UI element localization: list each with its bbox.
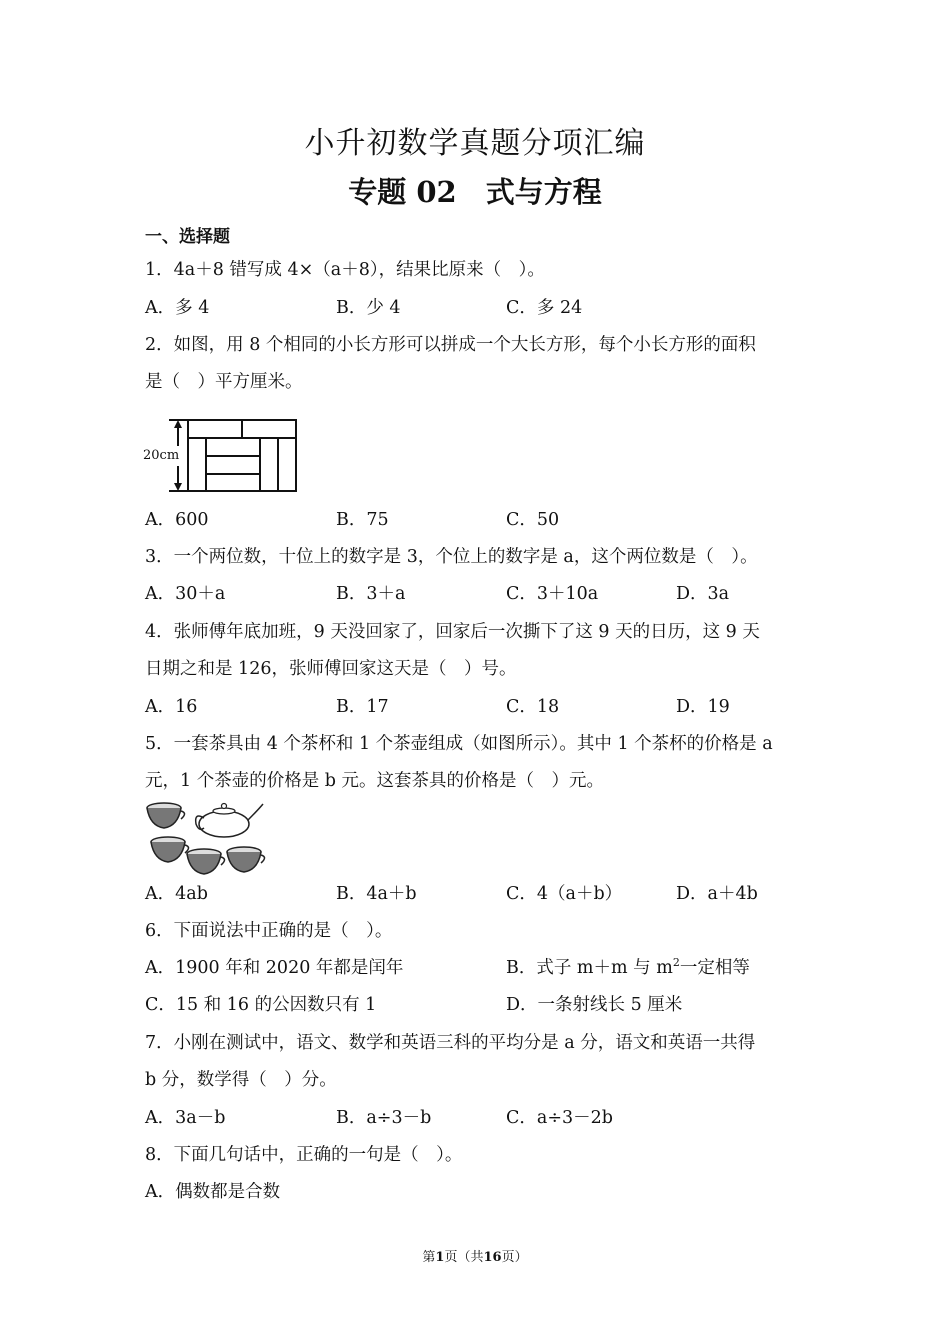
question-6-text: 6．下面说法中正确的是（ ）。: [145, 921, 393, 941]
q5-option-b: B．4a＋b: [336, 884, 417, 904]
q6-option-b-tail: 一定相等: [679, 958, 750, 978]
rectangle-figure: [143, 412, 303, 498]
question-2-text-line2: 是（ ）平方厘米。: [145, 372, 303, 392]
q2-option-c: C．50: [506, 510, 560, 530]
q3-option-a: A．30＋a: [145, 584, 226, 604]
question-2-text-line1: 2．如图，用 8 个相同的小长方形可以拼成一个大长方形，每个小长方形的面积: [145, 335, 756, 355]
q2-option-b: B．75: [336, 510, 389, 530]
q8-option-a: A．偶数都是合数: [145, 1182, 281, 1202]
q4-option-d: D．19: [676, 697, 730, 717]
footer-suffix: 页）: [501, 1250, 528, 1265]
document-title: 小升初数学真题分项汇编: [304, 126, 646, 161]
q5-option-d: D．a＋4b: [676, 884, 758, 904]
q2-option-a: A．600: [145, 510, 209, 530]
section-heading: 一、选择题: [145, 227, 230, 247]
q1-option-a: A．多 4: [145, 298, 210, 318]
question-4-text-line2: 日期之和是 126，张师傅回家这天是（ ）号。: [145, 659, 517, 679]
q3-option-b: B．3＋a: [336, 584, 406, 604]
q3-option-d: D．3a: [676, 584, 730, 604]
q6-option-b-text: B．式子 m＋m 与 m: [506, 958, 673, 978]
question-5-text-line1: 5．一套茶具由 4 个茶杯和 1 个茶壶组成（如图所示）。其中 1 个茶杯的价格是 a: [145, 734, 773, 754]
question-3-text: 3．一个两位数，十位上的数字是 3，个位上的数字是 a，这个两位数是（ ）。: [145, 547, 758, 567]
q6-option-b-exponent: 2: [672, 956, 680, 970]
footer-total-pages: 16: [483, 1250, 502, 1265]
q6-option-d: D．一条射线长 5 厘米: [506, 995, 683, 1015]
q1-option-c: C．多 24: [506, 298, 583, 318]
question-8-text: 8．下面几句话中，正确的一句是（ ）。: [145, 1145, 463, 1165]
footer-prefix: 第: [422, 1250, 436, 1265]
q7-option-a: A．3a－b: [145, 1108, 226, 1128]
footer-mid: 页（共: [444, 1250, 484, 1265]
q5-option-a: A．4ab: [145, 884, 208, 904]
q6-option-b: [506, 956, 750, 980]
q5-option-c: C．4（a＋b）: [506, 884, 623, 904]
q4-option-a: A．16: [145, 697, 198, 717]
q4-option-b: B．17: [336, 697, 389, 717]
q6-option-a: A．1900 年和 2020 年都是闰年: [145, 958, 404, 978]
question-1-text: 1．4a＋8 错写成 4×（a＋8），结果比原来（ ）。: [145, 260, 545, 280]
q4-option-c: C．18: [506, 697, 560, 717]
question-5-text-line2: 元，1 个茶壶的价格是 b 元。这套茶具的价格是（ ）元。: [145, 771, 605, 791]
q6-option-c: C．15 和 16 的公因数只有 1: [145, 995, 377, 1015]
question-7-text-line1: 7．小刚在测试中，语文、数学和英语三科的平均分是 a 分，语文和英语一共得: [145, 1033, 756, 1053]
q1-option-b: B．少 4: [336, 298, 401, 318]
q3-option-c: C．3＋10a: [506, 584, 599, 604]
question-7-text-line2: b 分，数学得（ ）分。: [145, 1070, 337, 1090]
footer-page-number: 1: [435, 1250, 445, 1265]
q7-option-b: B．a÷3－b: [336, 1108, 432, 1128]
page-footer: [0, 1246, 950, 1265]
q7-option-c: C．a÷3－2b: [506, 1108, 613, 1128]
question-4-text-line1: 4．张师傅年底加班，9 天没回家了，回家后一次撕下了这 9 天的日历，这 9 天: [145, 622, 760, 642]
figure-dimension-label: 20cm: [143, 448, 180, 463]
document-subtitle: 专题 02 式与方程: [348, 175, 602, 209]
tea-set-figure: [144, 798, 269, 878]
